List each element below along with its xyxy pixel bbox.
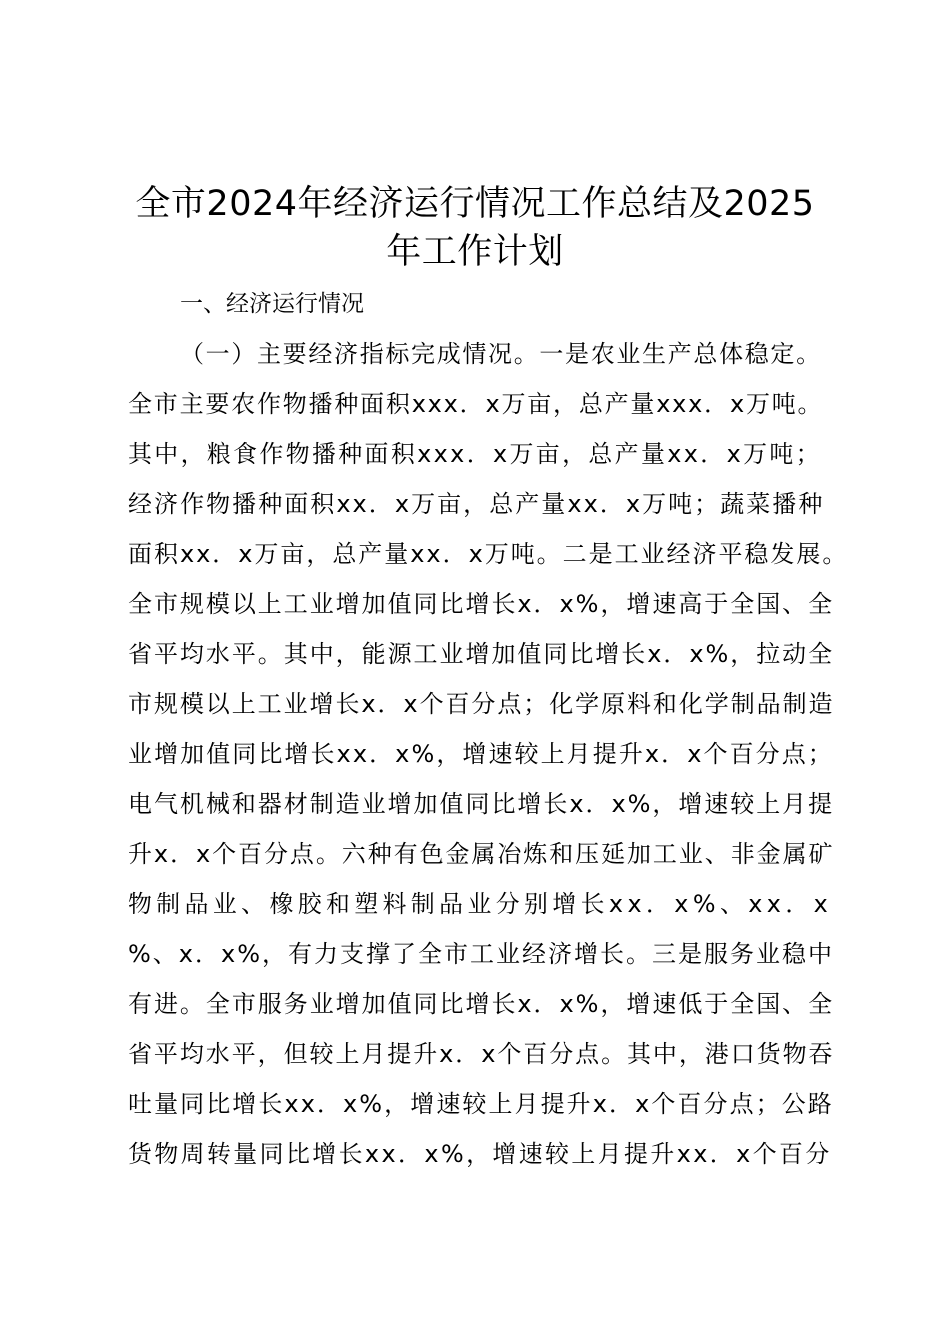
document-title-line-2: 年工作计划	[386, 232, 564, 272]
body-line: 有进。全市服务业增加值同比增长x．x%，增速低于全国、全	[128, 990, 835, 1018]
body-line: 升x．x个百分点。六种有色金属冶炼和压延加工业、非金属矿	[128, 840, 835, 868]
document-title-line-1: 全市2024年经济运行情况工作总结及2025	[135, 184, 815, 224]
section-heading: 一、经济运行情况	[180, 291, 364, 317]
body-line: %、x．x%，有力支撑了全市工业经济增长。三是服务业稳中	[128, 940, 835, 968]
body-line: 货物周转量同比增长xx．x%，增速较上月提升xx．x个百分	[128, 1140, 832, 1168]
body-line: 省平均水平。其中，能源工业增加值同比增长x．x%，拉动全	[128, 640, 835, 668]
body-line: 全市规模以上工业增加值同比增长x．x%，增速高于全国、全	[128, 590, 835, 618]
body-line: 吐量同比增长xx．x%，增速较上月提升x．x个百分点；公路	[128, 1090, 834, 1118]
body-line: 面积xx．x万亩，总产量xx．x万吨。二是工业经济平稳发展。	[128, 540, 849, 568]
body-line: 物制品业、橡胶和塑料制品业分别增长xx．x%、xx．x	[128, 890, 833, 918]
body-line: 省平均水平，但较上月提升x．x个百分点。其中，港口货物吞	[128, 1040, 835, 1068]
body-line: 业增加值同比增长xx．x%，增速较上月提升x．x个百分点；	[128, 740, 834, 768]
body-line: 电气机械和器材制造业增加值同比增长x．x%，增速较上月提	[128, 790, 835, 818]
body-line: 其中，粮食作物播种面积xxx．x万亩，总产量xx．x万吨；	[128, 440, 822, 468]
body-line: 市规模以上工业增长x．x个百分点；化学原料和化学制品制造	[128, 690, 835, 718]
body-line: （一）主要经济指标完成情况。一是农业生产总体稳定。	[180, 340, 822, 368]
body-line: 经济作物播种面积xx．x万亩，总产量xx．x万吨；蔬菜播种	[128, 490, 825, 518]
body-line: 全市主要农作物播种面积xxx．x万亩，总产量xxx．x万吨。	[128, 390, 824, 418]
